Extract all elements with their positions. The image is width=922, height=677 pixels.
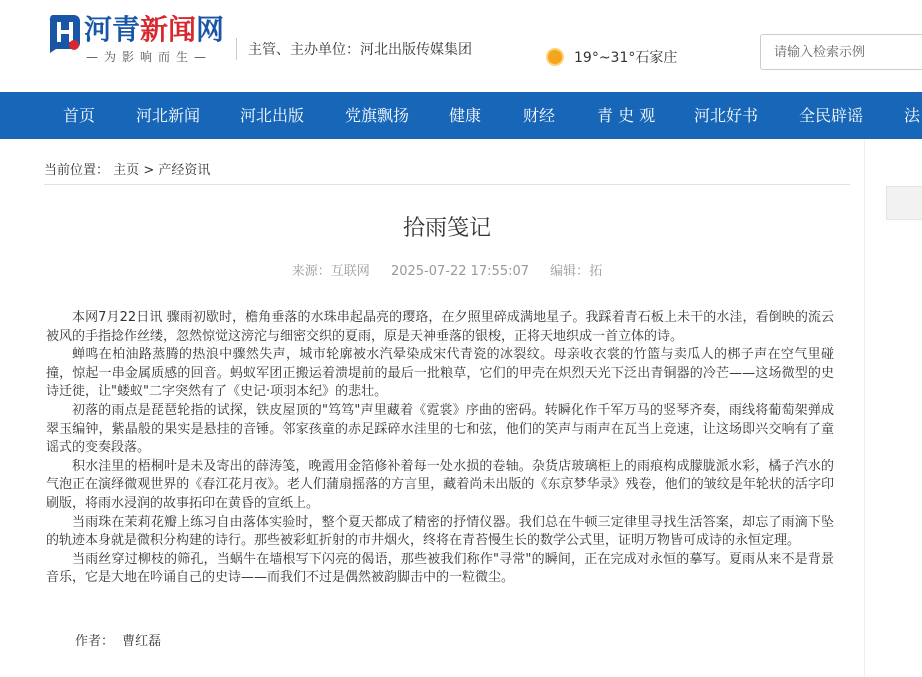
article-body: [46, 309, 834, 588]
article-meta: [44, 260, 850, 279]
article-paragraph: 当雨丝穿过柳枝的筛孔，当蜗牛在墙根写下闪亮的偈语，那些被我们称作"寻常"的瞬间，正在完成对永恒的摹写。夏雨从来不是背景音乐，它是大地在吟诵自己的史诗——而我们不过是偶然被韵脚击中的一粒微尘。: [46, 551, 834, 586]
article-title: 拾雨笺记: [402, 216, 491, 241]
author-name: 曹红磊: [122, 634, 162, 649]
nav-item-hebei-news[interactable]: 河北新闻: [136, 106, 201, 125]
breadcrumb-section-link[interactable]: 产经资讯: [158, 163, 211, 178]
nav-item-party-flag[interactable]: 党旗飘扬: [345, 106, 410, 125]
weather-widget: [544, 44, 677, 70]
sidebar-box[interactable]: [886, 186, 922, 220]
breadcrumb-prefix: 当前位置：: [44, 163, 110, 178]
header-divider: [236, 38, 237, 60]
nav-item-hebei-publishing[interactable]: 河北出版: [240, 106, 305, 125]
nav-item-good-books[interactable]: 河北好书: [694, 106, 759, 125]
main-nav: [0, 92, 922, 139]
article-author: [75, 630, 161, 649]
author-label: 作者：: [75, 634, 115, 649]
sun-icon: [544, 46, 566, 68]
nav-item-health[interactable]: 健康: [449, 106, 482, 125]
nav-item-law[interactable]: 法: [904, 106, 921, 125]
nav-item-finance[interactable]: 财经: [523, 106, 556, 125]
editor-label: 编辑：: [550, 264, 590, 279]
article-paragraph: 本网7月22日讯 骤雨初歇时，檐角垂落的水珠串起晶亮的璎珞，在夕照里碎成满地星子。我踩着青石板上未干的水洼，看倒映的流云被风的手指捻作丝缕，忽然惊觉这滂沱与细密交织的夏雨，原是天神垂落的银梭，正将天地织成一首立体的诗。: [46, 310, 834, 344]
logo-slogan: —为影响而生—: [86, 50, 213, 64]
article-paragraph: 初落的雨点是琵琶轮指的试探，铁皮屋顶的"笃笃"声里藏着《霓裳》序曲的密码。转瞬化作千军万马的竖琴齐奏，雨线将葡萄架弹成翠玉编钟，紫晶般的果实是悬挂的音锤。邻家孩童的赤足踩碎水洼里的七和弦，他们的笑声与雨声在瓦当上竞速，让这场即兴交响有了童谣式的变奏段落。: [46, 402, 834, 456]
nav-item-history[interactable]: 青 史 观: [597, 106, 656, 125]
breadcrumb-separator: >: [143, 163, 155, 178]
publish-datetime: 2025-07-22 17:55:07: [390, 264, 530, 279]
site-header: [0, 0, 922, 92]
logo-mark-icon: [48, 13, 82, 53]
source-label: 来源：: [291, 264, 331, 279]
breadcrumb-home-link[interactable]: 主页: [113, 163, 140, 178]
breadcrumb: [44, 159, 210, 178]
article-paragraph: 积水洼里的梧桐叶是未及寄出的薛涛笺，晚霞用金箔修补着每一处水损的卷轴。杂货店玻璃柜上的雨痕构成朦胧派水彩，橘子汽水的气泡正在演绎微观世界的《春江花月夜》。老人们蒲扇摇落的方言里，藏着尚未出版的《东京梦华录》残卷，他们的皱纹是年轮状的活字印刷版，将雨水浸润的故事拓印在黄昏的宣纸上。: [46, 458, 834, 511]
sidebar-divider: [864, 139, 865, 677]
site-logo[interactable]: [48, 10, 238, 66]
sponsor-text: 主管、主办单位：河北出版传媒集团: [248, 42, 472, 58]
article-paragraph: 蝉鸣在柏油路蒸腾的热浪中骤然失声，城市轮廓被水汽晕染成宋代青瓷的冰裂纹。母亲收衣裳的竹篮与卖瓜人的梆子声在空气里碰撞，惊起一串金属质感的回音。蚂蚁军团正搬运着溃堤前的最后一批粮草，它们的甲壳在炽烈天光下泛出青铜器的冷芒——这场微型的史诗迁徙，让"蝼蚁"二字突然有了《史记·项羽本纪》的悲壮。: [46, 347, 834, 400]
nav-item-home[interactable]: 首页: [63, 106, 96, 125]
article-paragraph: 当雨珠在茉莉花瓣上练习自由落体实验时，整个夏天都成了精密的抒情仪器。我们总在牛顿三定律里寻找生活答案，却忘了雨滴下坠的轨迹本身就是微积分构建的诗行。那些被彩虹折射的市井烟火，终将在青苔慢生长的数学公式里，证明万物皆可成诗的永恒定理。: [46, 514, 834, 549]
search-box[interactable]: [760, 34, 922, 70]
editor-value: 拓: [589, 264, 603, 279]
nav-item-rumor-debunk[interactable]: 全民辟谣: [799, 106, 864, 125]
search-input[interactable]: [761, 35, 922, 69]
source-value: 互联网: [330, 264, 370, 279]
weather-text: 19°~31°石家庄: [574, 50, 678, 66]
breadcrumb-divider: [44, 184, 850, 185]
logo-wordmark: 河青新闻网: [84, 13, 225, 46]
